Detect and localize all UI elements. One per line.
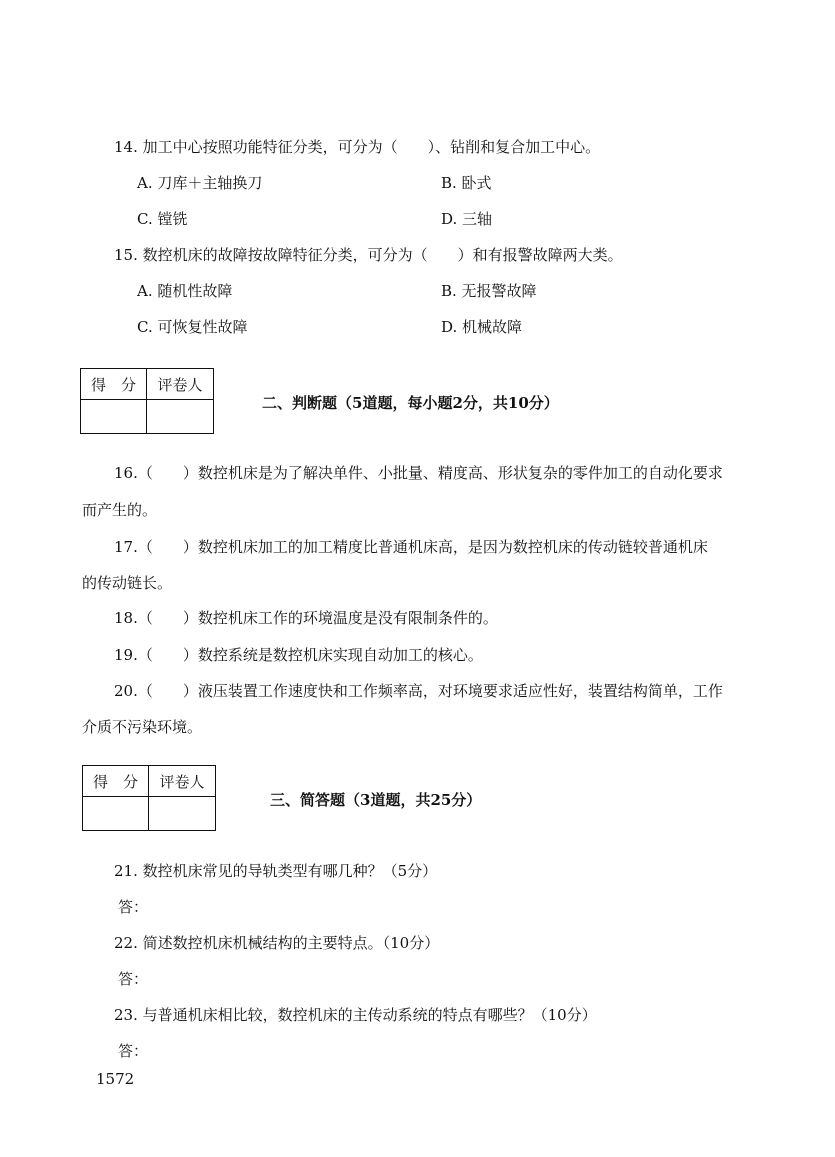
question-19: 19.（ ）数控系统是数控机床实现自动加工的核心。: [114, 646, 483, 664]
question-21: 21. 数控机床常见的导轨类型有哪几种？（5分）: [114, 862, 438, 880]
question-14-option-b: B. 卧式: [441, 174, 492, 192]
question-17-line2: 的传动链长。: [82, 574, 173, 592]
score-cell: [81, 400, 147, 434]
score-cell: [83, 797, 149, 831]
score-label: 得 分: [81, 369, 147, 400]
question-15-option-c: C. 可恢复性故障: [137, 318, 248, 336]
question-15-stem: 15. 数控机床的故障按故障特征分类，可分为（ ）和有报警故障两大类。: [114, 246, 623, 264]
score-box-section-3: [82, 765, 216, 831]
answer-23: 答：: [118, 1042, 149, 1060]
question-15-option-a: A. 随机性故障: [137, 282, 233, 300]
grader-label: 评卷人: [149, 766, 216, 797]
question-22: 22. 简述数控机床机械结构的主要特点。（10分）: [114, 934, 440, 952]
answer-21: 答：: [118, 898, 149, 916]
question-14-option-a: A. 刀库＋主轴换刀: [137, 174, 263, 192]
grader-cell: [149, 797, 216, 831]
answer-22: 答：: [118, 970, 149, 988]
score-label: 得 分: [83, 766, 149, 797]
question-14-option-c: C. 镗铣: [137, 210, 188, 228]
section-2-title: 二、判断题（5道题，每小题2分，共10分）: [262, 394, 559, 412]
question-16-line1: 16.（ ）数控机床是为了解决单件、小批量、精度高、形状复杂的零件加工的自动化要求: [114, 464, 723, 482]
grader-label: 评卷人: [147, 369, 214, 400]
section-3-title: 三、简答题（3道题，共25分）: [270, 791, 482, 809]
question-15-option-d: D. 机械故障: [441, 318, 523, 336]
question-23: 23. 与普通机床相比较，数控机床的主传动系统的特点有哪些？（10分）: [114, 1006, 597, 1024]
question-17-line1: 17.（ ）数控机床加工的加工精度比普通机床高，是因为数控机床的传动链较普通机床: [114, 538, 708, 556]
page-number: 1572: [96, 1070, 135, 1088]
question-20-line2: 介质不污染环境。: [82, 718, 203, 736]
question-14-option-d: D. 三轴: [441, 210, 493, 228]
question-18: 18.（ ）数控机床工作的环境温度是没有限制条件的。: [114, 609, 498, 627]
grader-cell: [147, 400, 214, 434]
question-20-line1: 20.（ ）液压装置工作速度快和工作频率高，对环境要求适应性好，装置结构简单，工作: [114, 682, 723, 700]
question-15-option-b: B. 无报警故障: [441, 282, 537, 300]
question-14-stem: 14. 加工中心按照功能特征分类，可分为（ ）、钻削和复合加工中心。: [114, 138, 601, 156]
question-16-line2: 而产生的。: [82, 501, 158, 519]
score-box-section-2: [80, 368, 214, 434]
